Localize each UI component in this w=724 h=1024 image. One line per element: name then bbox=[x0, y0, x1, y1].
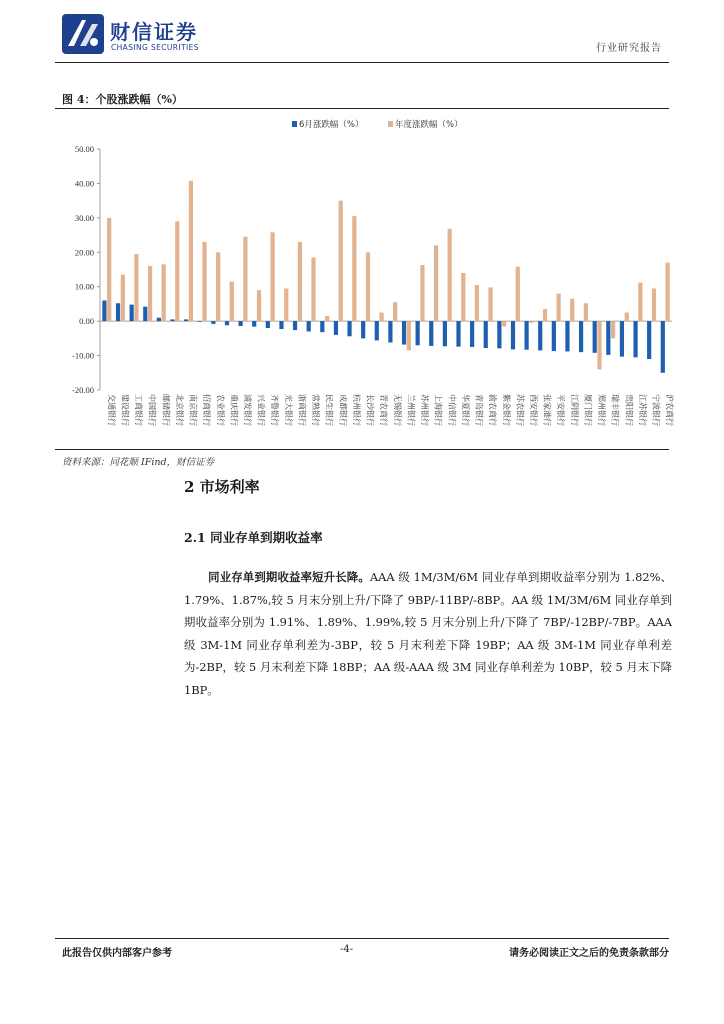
x-category-label: 光大银行 bbox=[283, 394, 293, 426]
body-paragraph bbox=[184, 566, 672, 701]
x-category-label: 苏州银行 bbox=[420, 394, 430, 426]
bar-june-change bbox=[157, 318, 161, 321]
footer-disclaimer-right: 请务必阅读正文之后的免责条款部分 bbox=[509, 948, 669, 959]
figure-top-divider bbox=[55, 108, 669, 109]
report-type: 行业研究报告 bbox=[596, 43, 662, 54]
y-tick-label: -10.00 bbox=[72, 350, 94, 361]
legend-label: 6月涨跌幅（%） bbox=[299, 120, 364, 130]
x-category-label: 华夏银行 bbox=[460, 394, 470, 426]
company-logo bbox=[62, 14, 212, 56]
x-category-label: 民生银行 bbox=[324, 394, 334, 426]
bar-annual-change bbox=[189, 181, 193, 321]
figure-title: 图 4：个股涨跌幅（%） bbox=[62, 93, 183, 106]
bar-june-change bbox=[361, 321, 365, 338]
bar-chart-svg bbox=[55, 112, 675, 447]
x-category-label: 成都银行 bbox=[338, 394, 348, 426]
bar-june-change bbox=[225, 321, 229, 325]
bar-june-change bbox=[279, 321, 283, 329]
bar-june-change bbox=[484, 321, 488, 348]
bar-annual-change bbox=[434, 245, 438, 321]
bar-june-change bbox=[375, 321, 379, 340]
x-category-label: 张家港行 bbox=[542, 394, 552, 426]
x-category-label: 苏农银行 bbox=[515, 394, 525, 426]
x-category-label: 齐鲁银行 bbox=[270, 394, 280, 426]
x-category-label: 南京银行 bbox=[188, 394, 198, 426]
paragraph-lead: 同业存单到期收益率短升长降。 bbox=[208, 570, 370, 584]
bar-june-change bbox=[552, 321, 556, 351]
x-category-label: 宁波银行 bbox=[651, 394, 661, 426]
bar-june-change bbox=[184, 319, 188, 321]
x-category-label: 贵阳银行 bbox=[624, 394, 634, 426]
paragraph-body: AAA 级 1M/3M/6M 同业存单到期收益率分别为 1.82%、1.79%、1.87%,较 5 月末分别上升/下降了 9BP/-11BP/-8BP。AA 级 1M/3M/6M 同业存单到期收益率分别为 1.91%、1.89%、1.99%,较 5 月末分别上升/下降了 7BP/-12BP/-7BP。AAA 级 3M-1M 同业存单利差为-3BP，较 5 月末利差下降 19BP；AA 级 3M-1M 同业存单利差为-2BP，较 5 月末利差下降 18BP；AA 级-AAA 级 3M 同业存单利差为 10BP，较 5 月末下降 1BP。 bbox=[184, 570, 672, 697]
x-category-label: 常熟银行 bbox=[311, 394, 321, 426]
bar-june-change bbox=[239, 321, 243, 326]
bar-june-change bbox=[633, 321, 637, 357]
bar-annual-change bbox=[625, 313, 629, 322]
y-tick-label: 0.00 bbox=[79, 316, 94, 327]
bar-annual-change bbox=[529, 321, 533, 323]
y-tick-label: 30.00 bbox=[74, 212, 94, 223]
x-category-label: 青农商行 bbox=[379, 394, 389, 426]
bar-annual-change bbox=[475, 285, 479, 321]
bar-annual-change bbox=[584, 303, 588, 321]
bar-annual-change bbox=[230, 282, 234, 322]
x-category-label: 青岛银行 bbox=[474, 394, 484, 426]
logo-mark-icon bbox=[62, 14, 104, 54]
bar-june-change bbox=[116, 303, 120, 321]
legend-label: 年度涨跌幅（%） bbox=[395, 120, 463, 130]
bar-annual-change bbox=[257, 290, 261, 321]
bar-annual-change bbox=[448, 229, 452, 321]
bar-annual-change bbox=[393, 302, 397, 321]
bar-annual-change bbox=[216, 252, 220, 321]
bar-annual-change bbox=[175, 221, 179, 321]
bar-annual-change bbox=[298, 242, 302, 321]
bar-june-change bbox=[266, 321, 270, 328]
bar-annual-change bbox=[420, 265, 424, 321]
bar-annual-change bbox=[611, 321, 615, 338]
x-category-label: 中信银行 bbox=[447, 394, 457, 426]
bar-annual-change bbox=[271, 232, 275, 321]
bar-annual-change bbox=[543, 309, 547, 321]
bar-annual-change bbox=[461, 273, 465, 321]
x-category-label: 兴业银行 bbox=[256, 394, 266, 426]
x-category-label: 中国银行 bbox=[147, 394, 157, 426]
footer-divider bbox=[55, 938, 669, 939]
bar-june-change bbox=[170, 319, 174, 321]
bar-annual-change bbox=[352, 216, 356, 321]
bar-june-change bbox=[606, 321, 610, 355]
bar-annual-change bbox=[665, 263, 669, 322]
x-category-label: 瑞丰银行 bbox=[610, 394, 620, 426]
bar-annual-change bbox=[311, 257, 315, 321]
x-category-label: 农业银行 bbox=[215, 394, 225, 426]
bar-annual-change bbox=[134, 254, 138, 321]
x-category-label: 紫金银行 bbox=[501, 394, 511, 426]
bar-annual-change bbox=[379, 313, 383, 322]
x-category-label: 建设银行 bbox=[120, 394, 130, 426]
page-header bbox=[0, 0, 724, 70]
bar-annual-change bbox=[107, 218, 111, 321]
bar-annual-change bbox=[557, 294, 561, 322]
bar-annual-change bbox=[284, 288, 288, 321]
bar-annual-change bbox=[652, 288, 656, 321]
x-category-label: 浙商银行 bbox=[297, 394, 307, 426]
bar-june-change bbox=[579, 321, 583, 352]
bar-june-change bbox=[388, 321, 392, 342]
stock-change-chart bbox=[55, 112, 675, 447]
bar-june-change bbox=[593, 321, 597, 353]
bar-annual-change bbox=[407, 321, 411, 350]
x-category-label: 重庆银行 bbox=[229, 394, 239, 426]
bar-june-change bbox=[456, 321, 460, 346]
legend-swatch bbox=[292, 121, 297, 127]
bar-june-change bbox=[497, 321, 501, 348]
source-divider bbox=[55, 449, 669, 450]
x-category-label: 招商银行 bbox=[202, 394, 212, 426]
bar-june-change bbox=[347, 321, 351, 336]
bar-annual-change bbox=[597, 321, 601, 369]
x-category-label: 浦发银行 bbox=[243, 394, 252, 426]
x-category-label: 江阴银行 bbox=[569, 394, 579, 426]
x-category-label: 郑州银行 bbox=[597, 394, 607, 426]
y-tick-label: -20.00 bbox=[72, 385, 94, 395]
x-category-label: 厦门银行 bbox=[583, 394, 593, 426]
subsection-heading: 2.1 同业存单到期收益率 bbox=[184, 530, 323, 545]
x-category-label: 工商银行 bbox=[134, 394, 144, 426]
bar-annual-change bbox=[516, 267, 520, 321]
bar-june-change bbox=[211, 321, 215, 324]
bar-june-change bbox=[511, 321, 515, 349]
x-category-label: 交通银行 bbox=[106, 394, 116, 426]
y-tick-label: 40.00 bbox=[74, 178, 94, 189]
bar-annual-change bbox=[162, 264, 166, 321]
bar-annual-change bbox=[325, 316, 329, 321]
bar-annual-change bbox=[243, 237, 247, 321]
x-category-label: 渝农商行 bbox=[488, 394, 498, 426]
x-category-label: 邮储银行 bbox=[161, 394, 171, 426]
figure-source: 资料来源：同花顺 IFind，财信证券 bbox=[62, 457, 215, 468]
bar-june-change bbox=[443, 321, 447, 346]
legend-swatch bbox=[388, 121, 393, 127]
x-category-label: 平安银行 bbox=[556, 394, 566, 426]
bar-june-change bbox=[402, 321, 406, 344]
bar-annual-change bbox=[638, 283, 642, 322]
bar-june-change bbox=[198, 321, 202, 322]
bar-june-change bbox=[565, 321, 569, 351]
bar-annual-change bbox=[202, 242, 206, 321]
bar-june-change bbox=[307, 321, 311, 331]
bar-annual-change bbox=[488, 287, 492, 321]
header-divider bbox=[55, 62, 669, 63]
bar-june-change bbox=[416, 321, 420, 345]
x-category-label: 沪农商行 bbox=[665, 394, 675, 426]
company-name-en: CHASING SECURITIES bbox=[111, 43, 199, 52]
bar-june-change bbox=[320, 321, 324, 332]
bar-june-change bbox=[130, 305, 134, 322]
bar-annual-change bbox=[570, 299, 574, 321]
x-category-label: 杭州银行 bbox=[351, 394, 361, 426]
bar-annual-change bbox=[366, 252, 370, 321]
bar-annual-change bbox=[121, 275, 125, 321]
y-tick-label: 10.00 bbox=[74, 281, 94, 292]
x-category-label: 兰州银行 bbox=[406, 394, 416, 426]
y-tick-label: 20.00 bbox=[74, 247, 94, 258]
page-number: -4- bbox=[340, 944, 354, 955]
bar-june-change bbox=[293, 321, 297, 330]
x-category-label: 西安银行 bbox=[529, 394, 538, 426]
bar-june-change bbox=[470, 321, 474, 347]
x-category-label: 上海银行 bbox=[433, 394, 443, 426]
x-category-label: 无锡银行 bbox=[392, 394, 402, 426]
footer-disclaimer-left: 此报告仅供内部客户参考 bbox=[62, 948, 172, 959]
bar-june-change bbox=[143, 307, 147, 321]
company-name-cn: 财信证券 bbox=[110, 20, 198, 44]
bar-june-change bbox=[525, 321, 529, 350]
bar-annual-change bbox=[339, 201, 343, 322]
bar-annual-change bbox=[148, 266, 152, 321]
bar-june-change bbox=[429, 321, 433, 346]
x-category-label: 北京银行 bbox=[174, 394, 184, 426]
x-category-label: 长沙银行 bbox=[365, 394, 375, 426]
bar-june-change bbox=[661, 321, 665, 373]
bar-june-change bbox=[102, 300, 106, 321]
bar-june-change bbox=[647, 321, 651, 359]
bar-annual-change bbox=[502, 321, 506, 326]
bar-june-change bbox=[334, 321, 338, 335]
bar-june-change bbox=[538, 321, 542, 350]
x-category-label: 江苏银行 bbox=[637, 394, 647, 426]
y-tick-label: 50.00 bbox=[74, 144, 94, 154]
bar-june-change bbox=[252, 321, 256, 327]
bar-june-change bbox=[620, 321, 624, 356]
section-heading: 2 市场利率 bbox=[184, 478, 260, 496]
